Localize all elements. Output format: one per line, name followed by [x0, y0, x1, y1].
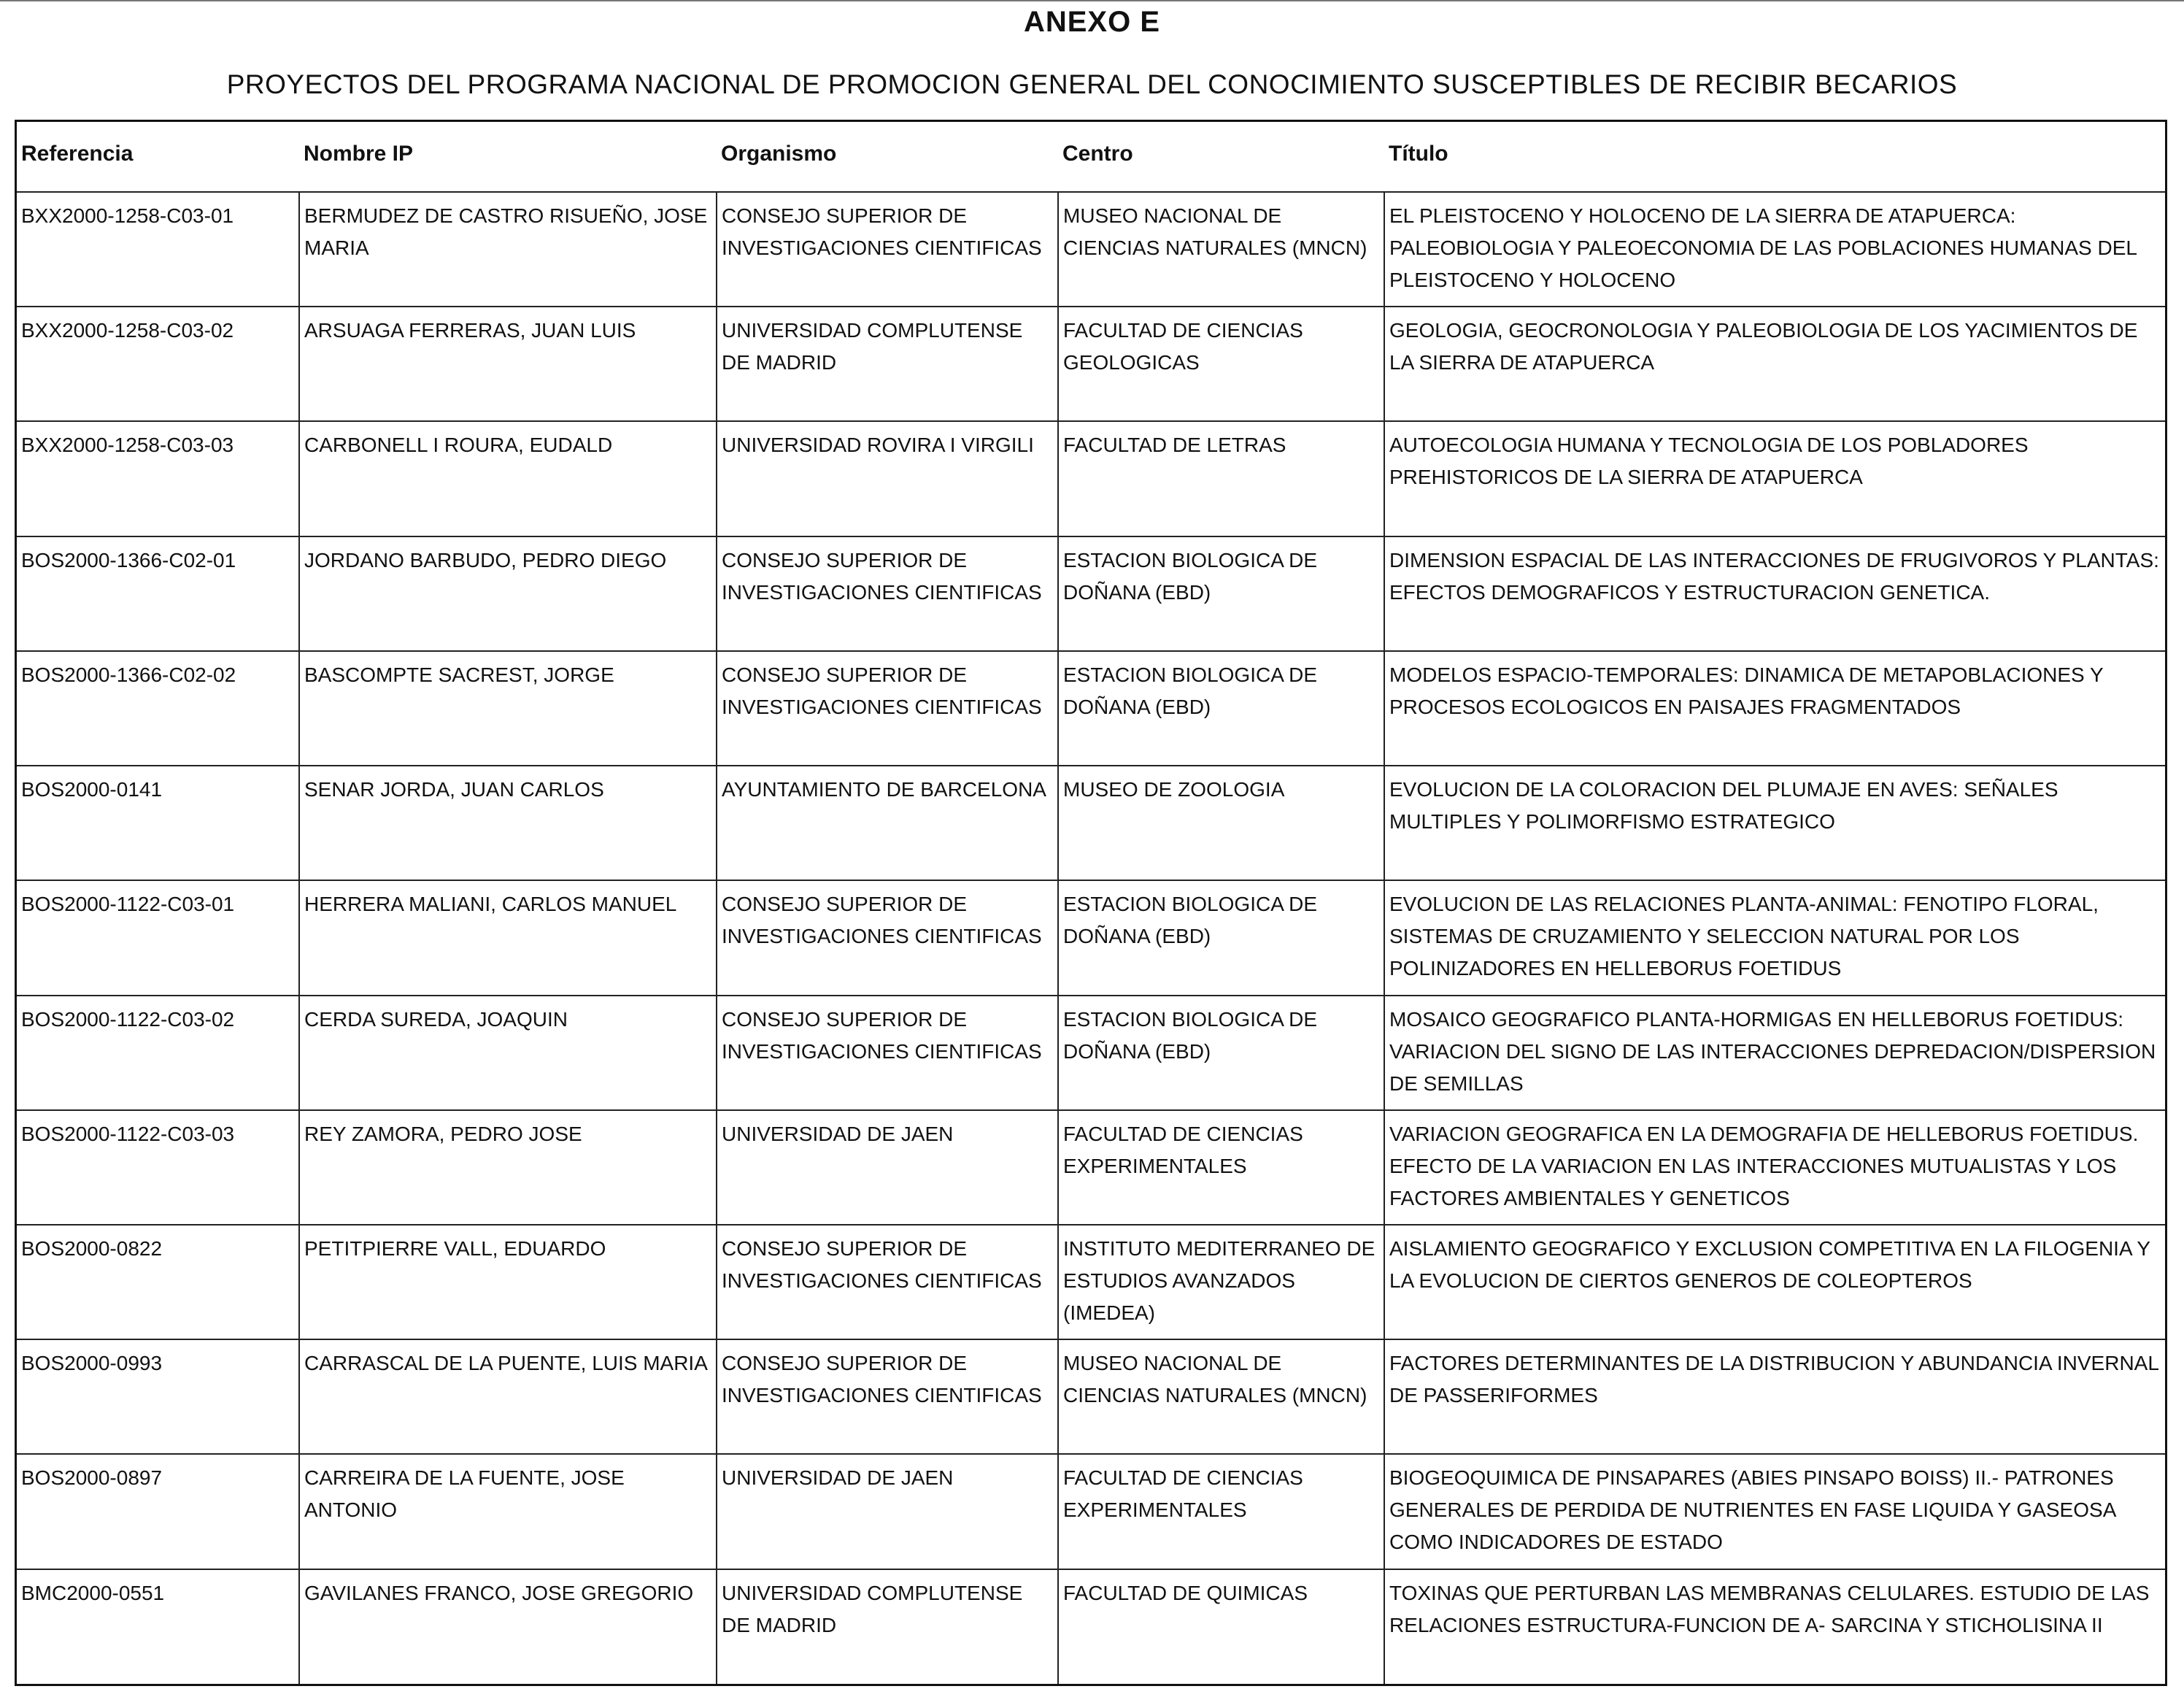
top-rule	[0, 0, 2184, 1]
cell-titulo: EL PLEISTOCENO Y HOLOCENO DE LA SIERRA DE ATAPUERCA: PALEOBIOLOGIA Y PALEOECONOMIA DE LAS POBLACIONES HUMANAS DEL PLEISTOCENO Y HOLOCENO	[1384, 192, 2165, 307]
cell-titulo: VARIACION GEOGRAFICA EN LA DEMOGRAFIA DE HELLEBORUS FOETIDUS. EFECTO DE LA VARIACION EN LAS INTERACCIONES MUTUALISTAS Y LOS FACTORES AMBIENTALES Y GENETICOS	[1384, 1110, 2165, 1225]
table-row	[17, 1454, 2165, 1569]
table-row	[17, 880, 2165, 995]
cell-referencia: BOS2000-1122-C03-03	[17, 1110, 299, 1225]
cell-centro: FACULTAD DE CIENCIAS GEOLOGICAS	[1058, 307, 1384, 421]
cell-centro: FACULTAD DE LETRAS	[1058, 421, 1384, 536]
cell-centro: ESTACION BIOLOGICA DE DOÑANA (EBD)	[1058, 536, 1384, 651]
cell-nombre-ip: CARREIRA DE LA FUENTE, JOSE ANTONIO	[299, 1454, 717, 1569]
cell-titulo: GEOLOGIA, GEOCRONOLOGIA Y PALEOBIOLOGIA DE LOS YACIMIENTOS DE LA SIERRA DE ATAPUERCA	[1384, 307, 2165, 421]
table-row	[17, 1569, 2165, 1684]
cell-organismo: AYUNTAMIENTO DE BARCELONA	[717, 766, 1058, 880]
cell-centro: INSTITUTO MEDITERRANEO DE ESTUDIOS AVANZADOS (IMEDEA)	[1058, 1225, 1384, 1339]
cell-titulo: EVOLUCION DE LAS RELACIONES PLANTA-ANIMAL: FENOTIPO FLORAL, SISTEMAS DE CRUZAMIENTO Y SELECCION NATURAL POR LOS POLINIZADORES EN HELLEBORUS FOETIDUS	[1384, 880, 2165, 995]
cell-referencia: BOS2000-0141	[17, 766, 299, 880]
cell-centro: MUSEO NACIONAL DE CIENCIAS NATURALES (MNCN)	[1058, 1339, 1384, 1454]
cell-nombre-ip: CERDA SUREDA, JOAQUIN	[299, 996, 717, 1110]
table-row	[17, 307, 2165, 421]
cell-titulo: DIMENSION ESPACIAL DE LAS INTERACCIONES DE FRUGIVOROS Y PLANTAS: EFECTOS DEMOGRAFICOS Y ESTRUCTURACION GENETICA.	[1384, 536, 2165, 651]
table-row	[17, 192, 2165, 307]
cell-titulo: FACTORES DETERMINANTES DE LA DISTRIBUCION Y ABUNDANCIA INVERNAL DE PASSERIFORMES	[1384, 1339, 2165, 1454]
cell-centro: ESTACION BIOLOGICA DE DOÑANA (EBD)	[1058, 996, 1384, 1110]
table-row	[17, 1339, 2165, 1454]
cell-organismo: CONSEJO SUPERIOR DE INVESTIGACIONES CIENTIFICAS	[717, 192, 1058, 307]
document-subtitle: PROYECTOS DEL PROGRAMA NACIONAL DE PROMOCION GENERAL DEL CONOCIMIENTO SUSCEPTIBLES DE RECIBIR BECARIOS	[226, 69, 1958, 99]
cell-nombre-ip: REY ZAMORA, PEDRO JOSE	[299, 1110, 717, 1225]
cell-nombre-ip: ARSUAGA FERRERAS, JUAN LUIS	[299, 307, 717, 421]
cell-centro: MUSEO DE ZOOLOGIA	[1058, 766, 1384, 880]
cell-nombre-ip: JORDANO BARBUDO, PEDRO DIEGO	[299, 536, 717, 651]
table-row	[17, 1225, 2165, 1339]
cell-referencia: BOS2000-0993	[17, 1339, 299, 1454]
cell-nombre-ip: CARBONELL I ROURA, EUDALD	[299, 421, 717, 536]
cell-organismo: UNIVERSIDAD COMPLUTENSE DE MADRID	[717, 307, 1058, 421]
cell-titulo: AISLAMIENTO GEOGRAFICO Y EXCLUSION COMPETITIVA EN LA FILOGENIA Y LA EVOLUCION DE CIERTOS GENEROS DE COLEOPTEROS	[1384, 1225, 2165, 1339]
cell-centro: ESTACION BIOLOGICA DE DOÑANA (EBD)	[1058, 880, 1384, 995]
cell-nombre-ip: BASCOMPTE SACREST, JORGE	[299, 651, 717, 766]
cell-nombre-ip: CARRASCAL DE LA PUENTE, LUIS MARIA	[299, 1339, 717, 1454]
cell-centro: FACULTAD DE CIENCIAS EXPERIMENTALES	[1058, 1110, 1384, 1225]
cell-organismo: CONSEJO SUPERIOR DE INVESTIGACIONES CIENTIFICAS	[717, 536, 1058, 651]
cell-centro: FACULTAD DE QUIMICAS	[1058, 1569, 1384, 1684]
cell-referencia: BMC2000-0551	[17, 1569, 299, 1684]
cell-referencia: BXX2000-1258-C03-01	[17, 192, 299, 307]
cell-referencia: BXX2000-1258-C03-02	[17, 307, 299, 421]
header-centro: Centro	[1058, 122, 1384, 192]
header-titulo: Título	[1384, 122, 2165, 192]
cell-referencia: BOS2000-1122-C03-02	[17, 996, 299, 1110]
table-header-row	[17, 122, 2165, 192]
cell-titulo: BIOGEOQUIMICA DE PINSAPARES (ABIES PINSAPO BOISS) II.- PATRONES GENERALES DE PERDIDA DE NUTRIENTES EN FASE LIQUIDA Y GASEOSA COMO INDICADORES DE ESTADO	[1384, 1454, 2165, 1569]
cell-titulo: TOXINAS QUE PERTURBAN LAS MEMBRANAS CELULARES. ESTUDIO DE LAS RELACIONES ESTRUCTURA-FUNCION DE A- SARCINA Y STICHOLISINA II	[1389, 1581, 2150, 1636]
header-nombre-ip: Nombre IP	[299, 122, 717, 192]
cell-organismo: UNIVERSIDAD DE JAEN	[717, 1454, 1058, 1569]
cell-nombre-ip: BERMUDEZ DE CASTRO RISUEÑO, JOSE MARIA	[299, 192, 717, 307]
cell-nombre-ip: PETITPIERRE VALL, EDUARDO	[299, 1225, 717, 1339]
cell-nombre-ip: GAVILANES FRANCO, JOSE GREGORIO	[299, 1569, 717, 1684]
table-row	[17, 1110, 2165, 1225]
table-row	[17, 536, 2165, 651]
table-row	[17, 766, 2165, 880]
cell-organismo: CONSEJO SUPERIOR DE INVESTIGACIONES CIENTIFICAS	[717, 651, 1058, 766]
table-row	[17, 651, 2165, 766]
cell-titulo: AUTOECOLOGIA HUMANA Y TECNOLOGIA DE LOS POBLADORES PREHISTORICOS DE LA SIERRA DE ATAPUERCA	[1384, 421, 2165, 536]
cell-organismo: CONSEJO SUPERIOR DE INVESTIGACIONES CIENTIFICAS	[717, 880, 1058, 995]
cell-organismo: UNIVERSIDAD DE JAEN	[717, 1110, 1058, 1225]
cell-organismo: UNIVERSIDAD ROVIRA I VIRGILI	[717, 421, 1058, 536]
cell-referencia: BOS2000-1122-C03-01	[17, 880, 299, 995]
cell-nombre-ip: SENAR JORDA, JUAN CARLOS	[299, 766, 717, 880]
cell-referencia: BOS2000-0897	[17, 1454, 299, 1569]
cell-centro: FACULTAD DE CIENCIAS EXPERIMENTALES	[1058, 1454, 1384, 1569]
document-title: ANEXO E	[1023, 6, 1161, 38]
header-organismo: Organismo	[717, 122, 1058, 192]
cell-organismo: CONSEJO SUPERIOR DE INVESTIGACIONES CIENTIFICAS	[717, 1225, 1058, 1339]
cell-referencia: BOS2000-0822	[17, 1225, 299, 1339]
table-row	[17, 996, 2165, 1110]
cell-referencia: BOS2000-1366-C02-02	[17, 651, 299, 766]
table-row	[17, 421, 2165, 536]
cell-organismo: UNIVERSIDAD COMPLUTENSE DE MADRID	[717, 1569, 1058, 1684]
cell-nombre-ip: HERRERA MALIANI, CARLOS MANUEL	[299, 880, 717, 995]
cell-centro: ESTACION BIOLOGICA DE DOÑANA (EBD)	[1058, 651, 1384, 766]
cell-centro: MUSEO NACIONAL DE CIENCIAS NATURALES (MNCN)	[1058, 192, 1384, 307]
cell-organismo: CONSEJO SUPERIOR DE INVESTIGACIONES CIENTIFICAS	[717, 996, 1058, 1110]
cell-referencia: BXX2000-1258-C03-03	[17, 421, 299, 536]
projects-table	[15, 120, 2167, 1686]
cell-titulo: EVOLUCION DE LA COLORACION DEL PLUMAJE EN AVES: SEÑALES MULTIPLES Y POLIMORFISMO ESTRATEGICO	[1384, 766, 2165, 880]
cell-titulo: MODELOS ESPACIO-TEMPORALES: DINAMICA DE METAPOBLACIONES Y PROCESOS ECOLOGICOS EN PAISAJES FRAGMENTADOS	[1384, 651, 2165, 766]
header-referencia: Referencia	[17, 122, 299, 192]
cell-organismo: CONSEJO SUPERIOR DE INVESTIGACIONES CIENTIFICAS	[717, 1339, 1058, 1454]
cell-referencia: BOS2000-1366-C02-01	[17, 536, 299, 651]
cell-titulo: MOSAICO GEOGRAFICO PLANTA-HORMIGAS EN HELLEBORUS FOETIDUS: VARIACION DEL SIGNO DE LAS INTERACCIONES DEPREDACION/DISPERSION DE SEMILLAS	[1384, 996, 2165, 1110]
